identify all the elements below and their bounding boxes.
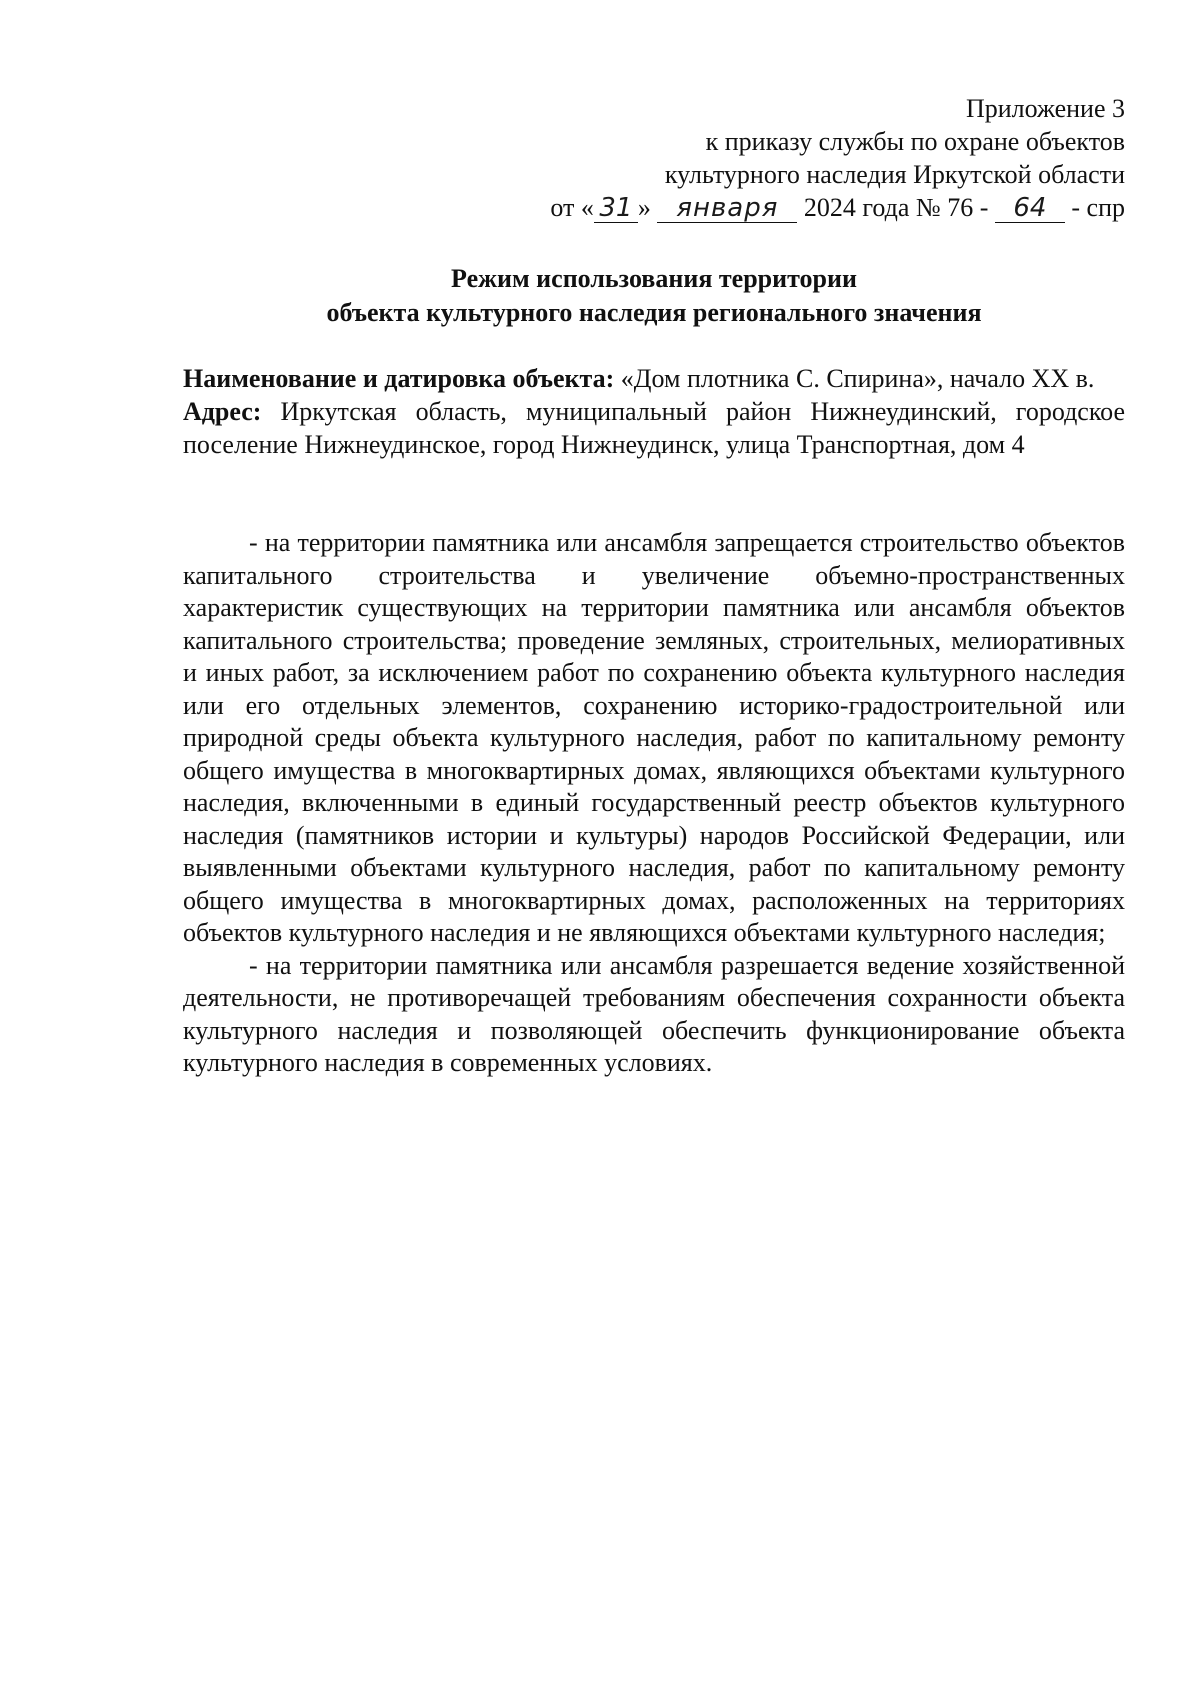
date-close-quote: »: [637, 193, 651, 222]
date-prefix: от «: [550, 193, 594, 222]
usage-rules: [183, 527, 1125, 1080]
rule-permissions: - на территории памятника или ансамбля разрешается ведение хозяйственной деятельности, не противоречащей требованиям обеспечения сохранности объекта культурного наследия и позволяющей обеспечить функционирование объекта культурного наследия в современных условиях.: [183, 950, 1125, 1077]
appendix-title: Приложение 3: [965, 94, 1125, 123]
title-line-2: объекта культурного наследия регионального значения: [326, 298, 982, 327]
document-title: [183, 262, 1125, 330]
object-address-paragraph: [183, 395, 1125, 461]
object-info: [183, 362, 1125, 461]
object-address-label: Адрес:: [183, 397, 262, 426]
appendix-header: [550, 92, 1125, 224]
appendix-authority: культурного наследия Иркутской области: [664, 160, 1125, 189]
appendix-order-ref: к приказу службы по охране объектов: [705, 127, 1125, 156]
title-line-1: Режим использования территории: [451, 264, 857, 293]
object-name-value: «Дом плотника С. Спирина», начало XX в.: [620, 364, 1095, 393]
year-and-number-prefix: 2024 года № 76 -: [803, 193, 989, 222]
object-name-label: Наименование и датировка объекта:: [183, 364, 615, 393]
object-address-value: Иркутская область, муниципальный район Нижнеудинский, городское поселение Нижнеудинское, город Нижнеудинск, улица Транспортная, дом 4: [183, 397, 1126, 459]
appendix-date-line: [550, 191, 1125, 224]
handwritten-order-number: 64: [995, 194, 1065, 223]
handwritten-month: января: [657, 194, 797, 223]
handwritten-day: 31: [594, 194, 638, 223]
object-name-paragraph: [183, 362, 1125, 395]
order-suffix: - спр: [1071, 193, 1125, 222]
rule-prohibitions: - на территории памятника или ансамбля запрещается строительство объектов капитального строительства и увеличение объемно-пространственных характеристик существующих на территории памятника или ансамбля объектов капитального строительства; проведение земляных, строительных, мелиоративных и иных работ, за исключением работ по сохранению объекта культурного наследия или его отдельных элементов, сохранению историко-градостроительной или природной среды объекта культурного наследия, работ по капитальному ремонту общего имущества в многоквартирных домах, являющихся объектами культурного наследия, включенными в единый государственный реестр объектов культурного наследия (памятников истории и культуры) народов Российской Федерации, или выявленными объектами культурного наследия, работ по капитальному ремонту общего имущества в многоквартирных домах, расположенных на территориях объектов культурного наследия и не являющихся объектами культурного наследия;: [183, 528, 1125, 947]
